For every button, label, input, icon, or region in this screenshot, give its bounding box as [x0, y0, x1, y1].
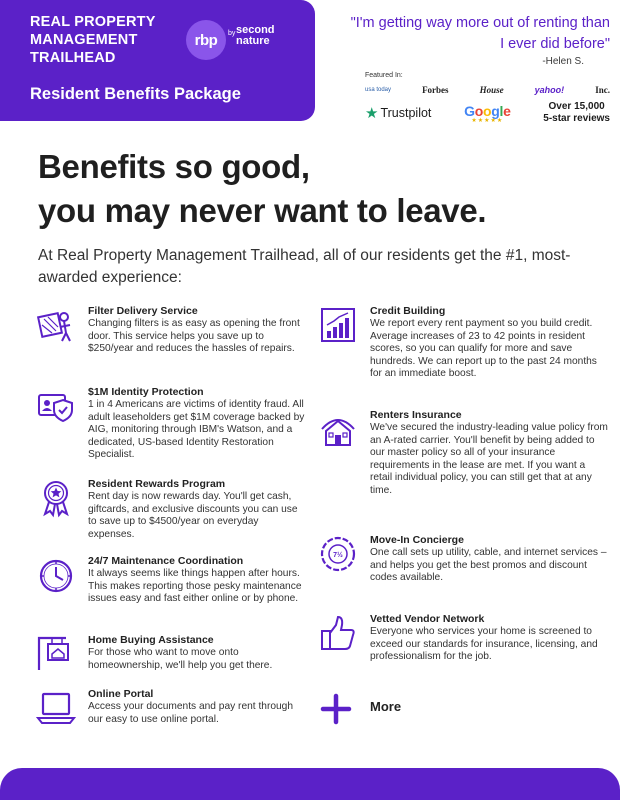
company-name — [30, 13, 200, 67]
benefit-title: Home Buying Assistance — [88, 634, 214, 646]
headline-line: Benefits so good, — [38, 148, 310, 185]
benefit-description: Access your documents and pay rent through our easy to use online portal. — [88, 701, 293, 725]
featured-in-label: Featured In: — [365, 72, 403, 79]
testimonial-quote: "I'm getting way more out of renting than I ever did before" — [350, 15, 610, 52]
google-letter: l — [499, 102, 504, 119]
inc-logo: Inc. — [595, 85, 610, 95]
benefit-title: Credit Building — [370, 305, 446, 317]
plus-icon — [320, 693, 352, 725]
benefit-title: Renters Insurance — [370, 409, 462, 421]
benefit-title: Resident Rewards Program — [88, 478, 226, 490]
package-title: Resident Benefits Package — [30, 85, 241, 103]
filter-delivery-icon — [36, 305, 76, 345]
insured-house-icon — [318, 409, 358, 449]
forbes-logo: Forbes — [422, 85, 449, 95]
rewards-badge-icon — [36, 478, 76, 518]
clock-icon — [36, 555, 76, 595]
identity-shield-icon — [36, 386, 76, 426]
rbp-logo: rbp — [186, 20, 226, 60]
benefit-description: Everyone who services your home is screened to exceed our standards for insurance, licensing, and professionalism for the job. — [370, 626, 598, 663]
press-logos — [365, 81, 610, 99]
google-stars: ★★★★★ — [471, 117, 504, 124]
testimonial-author: -Helen S. — [542, 56, 584, 67]
trustpilot-label: Trustpilot — [380, 106, 432, 120]
house-logo: House — [479, 85, 504, 95]
benefit-title: Move-In Concierge — [370, 534, 464, 546]
laptop-icon — [36, 688, 76, 728]
footer-bar — [0, 768, 620, 800]
benefit-title: Online Portal — [88, 688, 154, 700]
rbp-by-text: by — [228, 30, 236, 37]
second-nature-logo: second nature — [236, 24, 275, 47]
benefit-title: Filter Delivery Service — [88, 305, 198, 317]
benefit-description: We've secured the industry-leading value policy from an A-rated carrier. You'll benefit by being added to our master policy so all of your insurance requirements in the lease are met. If you want a retail individual policy, you can still get that at any time. — [370, 422, 608, 496]
company-name-line: MANAGEMENT — [30, 32, 138, 48]
trustpilot-star-icon: ★ — [365, 105, 379, 122]
benefit-description: Changing filters is as easy as opening the front door. This service helps you save up to $250/year and reduces the hassles of repairs. — [88, 318, 300, 355]
svg-text:7½: 7½ — [333, 552, 343, 559]
benefit-description: For those who want to move onto homeownership, we'll help you get there. — [88, 647, 273, 671]
benefit-title: 24/7 Maintenance Coordination — [88, 555, 244, 567]
intro-text: At Real Property Management Trailhead, all of our residents get the #1, most-awarded experience: — [38, 247, 571, 286]
google-letter: e — [503, 102, 511, 119]
benefit-title: Vetted Vendor Network — [370, 613, 485, 625]
review-count-line: Over 15,000 — [548, 101, 605, 112]
google-letter: o — [482, 102, 492, 119]
yahoo-logo: yahoo! — [534, 85, 565, 95]
benefit-description: 1 in 4 Americans are victims of identity fraud. All adult leaseholders get $1M coverage backed by AIG, monitoring through IBM's Watson, and a dedicated, US-based Identity Restoration Specialist. — [88, 399, 305, 461]
trustpilot-logo — [365, 104, 431, 122]
benefit-description: We report every rent payment so you build credit. Average increases of 23 to 42 points in resident scores, so you can qualify for more and save hundreds. We can report up to the past 24 months for an immediate boost. — [370, 318, 597, 380]
headline — [38, 145, 598, 233]
headline-line: you may never want to leave. — [38, 192, 487, 229]
google-letter: g — [491, 102, 500, 119]
home-sign-icon — [36, 634, 76, 674]
company-name-line: TRAILHEAD — [30, 50, 116, 66]
phone-dial-icon — [318, 534, 358, 574]
bar-chart-icon — [318, 305, 358, 345]
benefit-description: One call sets up utility, cable, and internet services – and helps you get the best promos and discount codes available. — [370, 547, 607, 584]
benefit-description: It always seems like things happen after hours. This makes reporting those pesky maintenance issues easy and fast either online or by phone. — [88, 568, 302, 605]
google-letter: G — [464, 102, 475, 119]
review-badges — [365, 101, 610, 125]
more-label: More — [370, 699, 402, 714]
google-logo — [464, 103, 510, 124]
review-count-line: 5-star reviews — [543, 113, 610, 124]
benefit-title: $1M Identity Protection — [88, 386, 204, 398]
benefit-description: Rent day is now rewards day. You'll get cash, giftcards, and exclusive discounts you can use to save up to $4500/year on everyday expenses. — [88, 491, 298, 540]
company-name-line: REAL PROPERTY — [30, 14, 156, 30]
thumbs-up-icon — [318, 613, 358, 653]
google-letter: o — [474, 102, 483, 119]
review-count — [543, 101, 610, 125]
usa-today-logo: usa today — [365, 87, 392, 93]
